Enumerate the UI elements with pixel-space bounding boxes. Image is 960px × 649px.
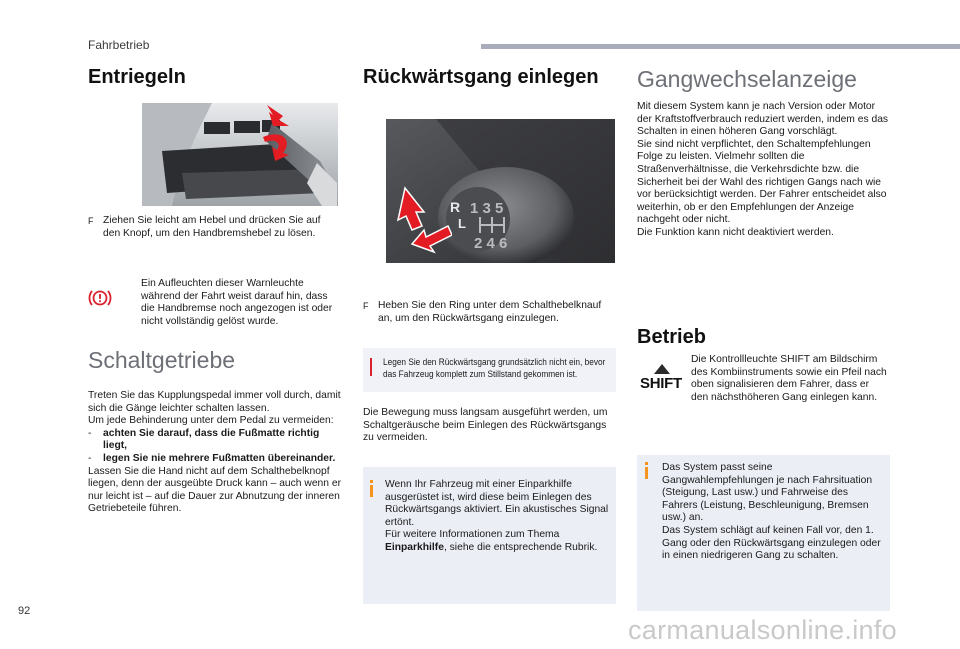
lift-arrows-icon bbox=[382, 180, 452, 260]
gangwechsel-body bbox=[637, 101, 890, 240]
info-text-part: , siehe die entsprechende Rubrik. bbox=[443, 541, 598, 553]
paragraph: Treten Sie das Kupplungspedal immer voll durch, damit sich die Gänge leichter schalten lassen. bbox=[88, 390, 341, 414]
info-text bbox=[385, 529, 613, 554]
paragraph: Mit diesem System kann je nach Version oder Motor der Kraftstoffverbrauch reduziert werden, indem es das Schalten in einen höheren Gang vorschlägt. bbox=[637, 101, 889, 138]
shift-indicator-icon bbox=[640, 362, 684, 396]
brake-warning-icon bbox=[88, 286, 112, 310]
step-marker: F bbox=[88, 216, 94, 226]
info-text: Das System schlägt auf keinen Fall vor, den 1. Gang oder den Rückwärtsgang einzulegen oder in einen niedrigeren Gang zu schalten. bbox=[662, 524, 881, 562]
title-schaltgetriebe: Schaltgetriebe bbox=[88, 347, 236, 373]
handbrake-image bbox=[142, 103, 338, 206]
title-betrieb: Betrieb bbox=[637, 326, 706, 348]
shift-label: SHIFT bbox=[640, 375, 682, 392]
info-icon bbox=[370, 485, 373, 497]
paragraph: Um jede Behinderung unter dem Pedal zu vermeiden: bbox=[88, 415, 334, 427]
step-text: Ziehen Sie leicht am Hebel und drücken Sie auf den Knopf, um den Handbremshebel zu lösen. bbox=[103, 215, 321, 239]
page-number: 92 bbox=[18, 605, 31, 617]
list-item bbox=[88, 428, 343, 453]
step-text: Heben Sie den Ring unter dem Schalthebelknauf an, um den Rückwärtsgang einzulegen. bbox=[378, 300, 602, 324]
warning-text: Ein Aufleuchten dieser Warnleuchte während der Fahrt weist darauf hin, dass die Handbremse noch angezogen ist oder nicht vollständig gelöst wurde. bbox=[141, 278, 333, 327]
paragraph: Die Funktion kann nicht deaktiviert werden. bbox=[637, 226, 834, 238]
info-content bbox=[385, 479, 613, 555]
paragraph: Die Bewegung muss langsam ausgeführt werden, um Schaltgeräusche beim Einlegen des Rückwärtsgangs zu vermeiden. bbox=[363, 407, 608, 444]
info-box-system bbox=[637, 455, 890, 611]
info-text: Wenn Ihr Fahrzeug mit einer Einparkhilfe ausgerüstet ist, wird diese beim Einlegen des Rückwärtsgangs aktiviert. Ein akustisches Signal ertönt. bbox=[385, 479, 609, 528]
note-box bbox=[363, 348, 616, 392]
list-item-text: legen Sie nie mehrere Fußmatten übereinander. bbox=[103, 452, 336, 464]
note-text: Legen Sie den Rückwärtsgang grundsätzlich nicht ein, bevor das Fahrzeug komplett zum Stillstand gekommen ist. bbox=[383, 357, 606, 379]
section-tab: Fahrbetrieb bbox=[88, 38, 150, 52]
info-icon bbox=[645, 467, 648, 479]
knob-bottom-numbers: 2 4 6 bbox=[474, 235, 508, 252]
title-rueckwaertsgang: Rückwärtsgang einlegen bbox=[363, 66, 599, 88]
knob-top-numbers: 1 3 5 bbox=[470, 200, 504, 217]
info-text: Das System passt seine Gangwahlempfehlungen je nach Fahrsituation (Steigung, Last usw.) und Fahrweise des Fahrers (Leistung, Beschleunigung, Bremsen usw.) an. bbox=[662, 462, 873, 524]
list-item bbox=[88, 453, 343, 466]
dash-marker: - bbox=[88, 452, 92, 464]
step-marker: F bbox=[363, 301, 369, 311]
info-text-part: Für weitere Informationen zum Thema bbox=[385, 529, 560, 541]
info-bold-term: Einparkhilfe bbox=[385, 541, 444, 553]
knob-l-label: L bbox=[458, 216, 466, 231]
paragraph: Lassen Sie die Hand nicht auf dem Schalthebelknopf liegen, denn der ausgeübte Druck kann – auch wenn er nur leicht ist – auf die Dauer zur Abnutzung der inneren Getriebeteile führen. bbox=[88, 465, 342, 515]
step-reverse-gear bbox=[363, 300, 618, 325]
watermark: carmanualsonline.info bbox=[628, 615, 897, 645]
list-item-text: achten Sie darauf, dass die Fußmatte richtig liegt, bbox=[103, 427, 320, 452]
title-entriegeln: Entriegeln bbox=[88, 66, 186, 88]
betrieb-text: Die Kontrollleuchte SHIFT am Bildschirm des Kombiinstruments sowie ein Pfeil nach oben signalisieren dem Fahrer, dass er den nächsthöheren Gang einlegen kann. bbox=[691, 354, 887, 403]
info-box-einparkhilfe bbox=[363, 467, 616, 604]
note-marker-icon bbox=[370, 358, 372, 376]
schaltgetriebe-body bbox=[88, 390, 343, 516]
dash-marker: - bbox=[88, 427, 92, 439]
header-bar bbox=[481, 44, 960, 49]
title-gangwechselanzeige: Gangwechselanzeige bbox=[637, 66, 857, 92]
paragraph: Sie sind nicht verpflichtet, den Schaltempfehlungen Folge zu leisten. Vielmehr sollten die Straßenverhältnisse, die Verkehrsdichte bzw. die Sicherheit bei der Wahl des richtigen Gangs nach wie vor berücksichtigt werden. Der Fahrer entscheidet also weiterhin, ob er den Empfehlungen der Anzeige nachgeht oder nicht. bbox=[637, 138, 887, 226]
step-release-handbrake bbox=[88, 215, 340, 240]
info-content bbox=[662, 462, 886, 563]
knob-r-label: R bbox=[450, 199, 461, 215]
